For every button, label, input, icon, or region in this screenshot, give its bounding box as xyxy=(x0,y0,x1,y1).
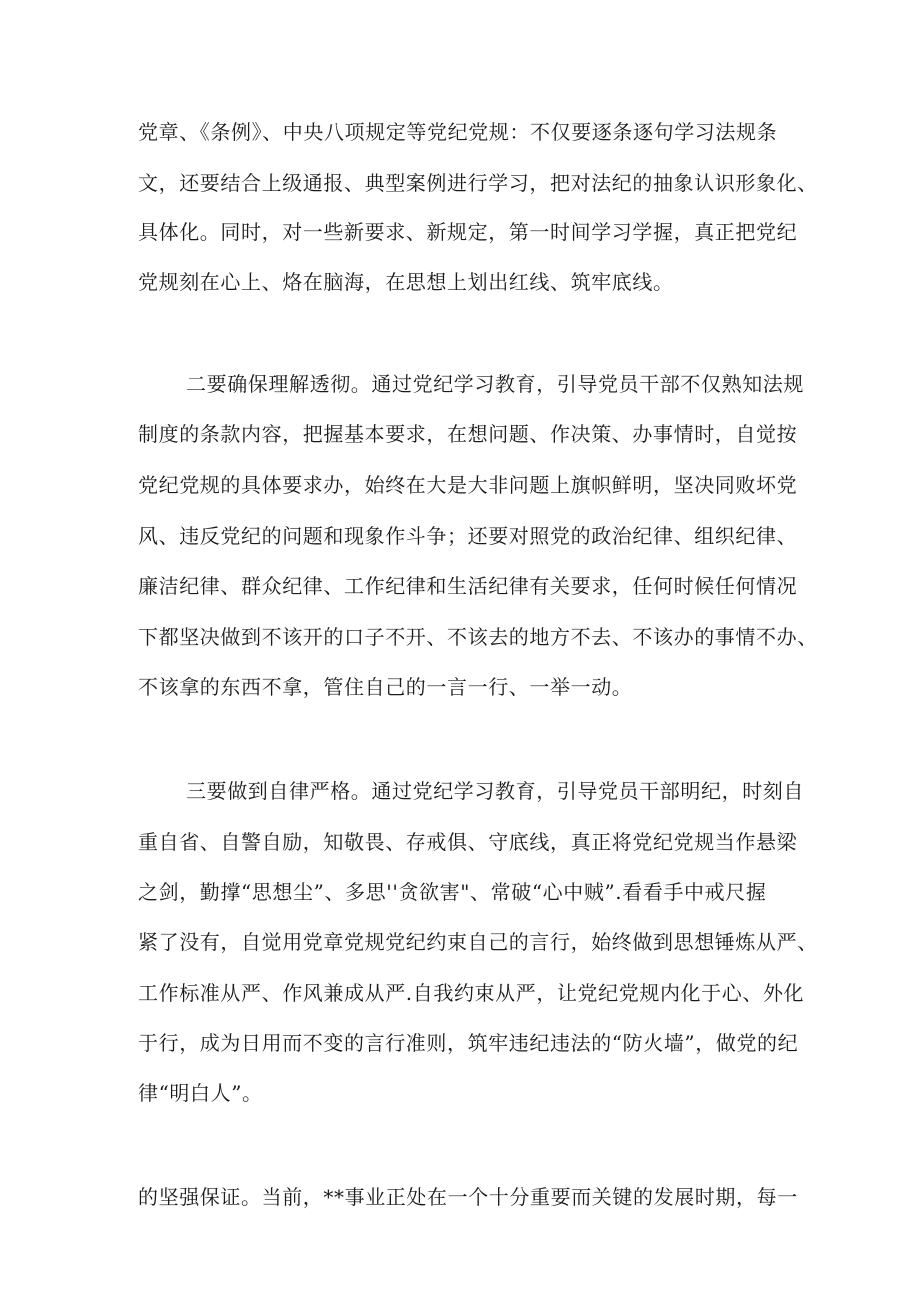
paragraph-2-line: 廉洁纪律、群众纪律、工作纪律和生活纪律有关要求，任何时候任何情况 xyxy=(138,574,798,598)
paragraph-3-line: 工作标准从严、作风兼成从严.自我约束从严，让党纪党规内化于心、外化 xyxy=(138,981,805,1005)
fragment-1-line: 党章、《条例》、中央八项规定等党纪党规：不仅要逐条逐句学习法规条 xyxy=(138,120,778,144)
paragraph-3-line: 之剑，勤撑“思想尘”、多思''贪欲害"、常破“心中贼”.看看手中戒尺握 xyxy=(138,880,767,904)
fragment-1-line: 具体化。同时，对一些新要求、新规定，第一时间学习学握，真正把党纪 xyxy=(138,220,798,244)
paragraph-3-line: 紧了没有，自觉用党章党规党纪约束自己的言行，始终做到思想锤炼从严、 xyxy=(138,930,818,954)
paragraph-3-line: 于行，成为日用而不变的言行准则，筑牢违纪违法的“防火墙”，做党的纪 xyxy=(138,1031,799,1055)
paragraph-3-line: 律“明白人”。 xyxy=(138,1081,263,1105)
paragraph-2-line: 二要确保理解透彻。通过党纪学习教育，引导党员干部不仅熟知法规 xyxy=(186,372,804,396)
paragraph-2-line: 下都坚决做到不该开的口子不开、不该去的地方不去、不该办的事情不办、 xyxy=(138,625,818,649)
paragraph-2-line: 制度的条款内容，把握基本要求，在想问题、作决策、办事情时，自觉按 xyxy=(138,422,798,446)
paragraph-2-line: 党纪党规的具体要求办，始终在大是大非问题上旗帜鲜明，坚决同败坏党 xyxy=(138,473,798,497)
fragment-1-line: 党规刻在心上、烙在脑海，在思想上划出红线、筑牢底线。 xyxy=(138,270,674,294)
paragraph-3-line: 三要做到自律严格。通过党纪学习教育，引导党员干部明纪，时刻自 xyxy=(186,779,804,803)
paragraph-2-line: 不该拿的东西不拿，管住自己的一言一行、一举一动。 xyxy=(138,675,633,699)
paragraph-3-line: 重自省、自警自励，知敬畏、存戒俱、守底线，真正将党纪党规当作悬梁 xyxy=(138,830,798,854)
fragment-4-line: 的坚强保证。当前，**事业正处在一个十分重要而关键的发展时期，每一 xyxy=(138,1185,798,1209)
fragment-1-line: 文，还要结合上级通报、典型案例进行学习，把对法纪的抽象认识形象化、 xyxy=(138,171,818,195)
paragraph-2-line: 风、违反党纪的问题和现象作斗争；还要对照党的政治纪律、组织纪律、 xyxy=(138,524,798,548)
